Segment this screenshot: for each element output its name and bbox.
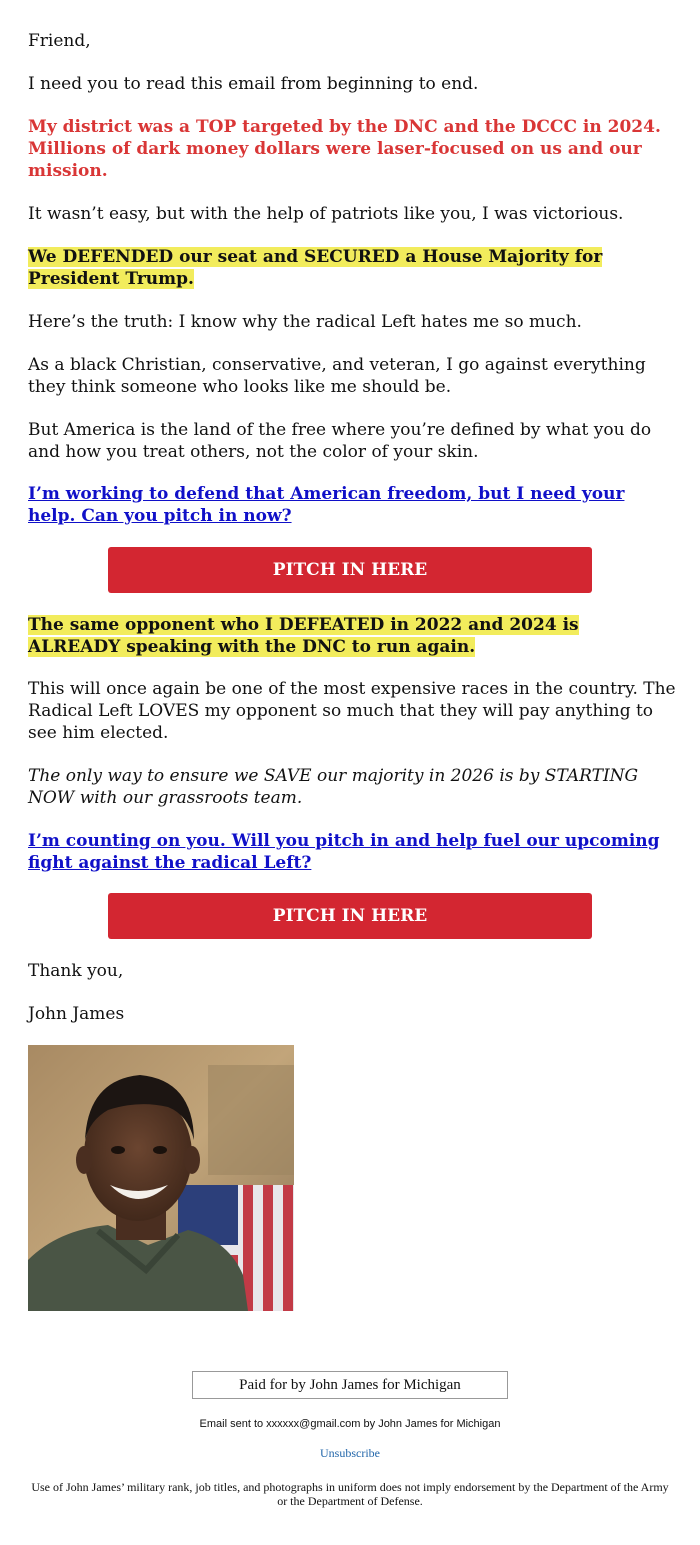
pitch-in-button-2[interactable]: PITCH IN HERE: [108, 893, 592, 939]
thanks: Thank you,: [28, 961, 124, 981]
candidate-photo: [28, 1045, 294, 1311]
highlight-paragraph-1: We DEFENDED our seat and SECURED a House Majority for President Trump.: [28, 247, 603, 289]
unsubscribe-link[interactable]: Unsubscribe: [320, 1446, 380, 1460]
highlight-paragraph-2: The same opponent who I DEFEATED in 2022 and 2024 is ALREADY speaking with the DNC to run again.: [28, 615, 579, 657]
email-sent-notice: Email sent to xxxxxx@gmail.com by John James for Michigan: [199, 1418, 501, 1430]
red-headline: My district was a TOP targeted by the DNC and the DCCC in 2024. Millions of dark money dollars were laser-focused on us and our mission.: [28, 117, 661, 181]
portrait-image: [28, 1045, 294, 1311]
intro-paragraph: I need you to read this email from beginning to end.: [28, 74, 479, 94]
donate-link-2[interactable]: I’m counting on you. Will you pitch in and help fuel our upcoming fight against the radical Left?: [28, 831, 660, 873]
italic-paragraph: The only way to ensure we SAVE our majority in 2026 is by STARTING NOW with our grassroots team.: [28, 766, 639, 808]
paid-for-box: Paid for by John James for Michigan: [192, 1371, 508, 1399]
expensive-paragraph: This will once again be one of the most expensive races in the country. The Radical Left LOVES my opponent so much that they will pay anything to see him elected.: [28, 679, 676, 743]
disclaimer: Use of John James’ military rank, job titles, and photographs in uniform does not imply endorsement by the Department of the Army or the Department of Defense.: [31, 1480, 669, 1508]
greeting: Friend,: [28, 31, 91, 51]
america-paragraph: But America is the land of the free where you’re defined by what you do and how you treat others, not the color of your skin.: [28, 420, 652, 462]
donate-link-1[interactable]: I’m working to defend that American freedom, but I need your help. Can you pitch in now?: [28, 484, 625, 526]
identity-paragraph: As a black Christian, conservative, and veteran, I go against everything they think someone who looks like me should be.: [28, 355, 646, 397]
signature: John James: [28, 1004, 125, 1024]
pitch-in-button-1[interactable]: PITCH IN HERE: [108, 547, 592, 593]
truth-paragraph: Here’s the truth: I know why the radical Left hates me so much.: [28, 312, 582, 332]
victory-paragraph: It wasn’t easy, but with the help of patriots like you, I was victorious.: [28, 204, 624, 224]
